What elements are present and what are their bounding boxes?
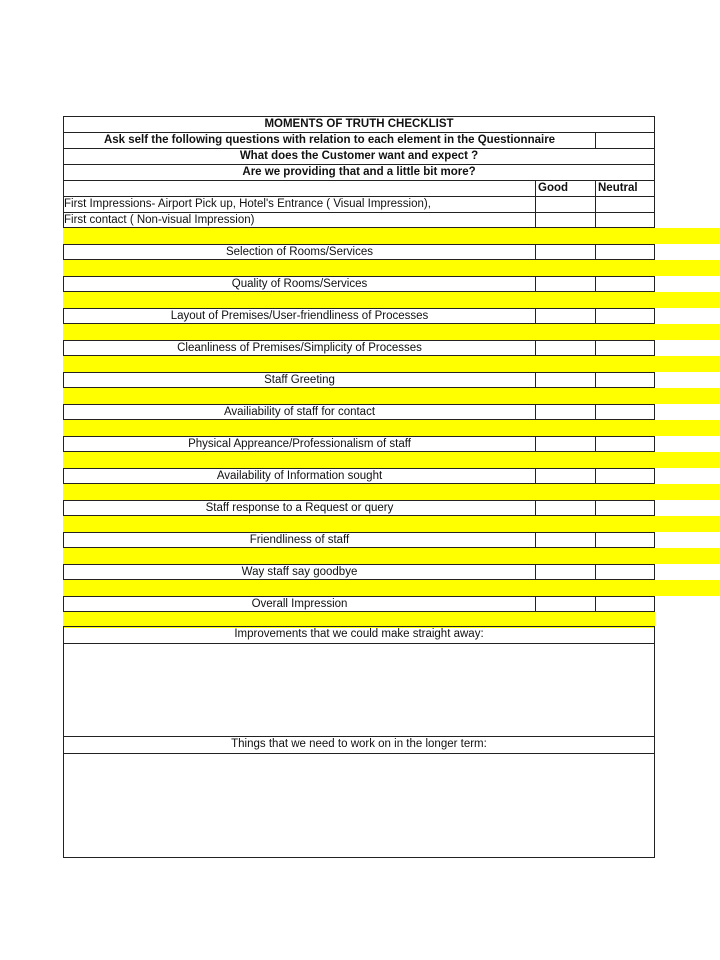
good-checkbox-cell[interactable] (536, 436, 596, 452)
good-checkbox-cell[interactable] (536, 276, 596, 292)
checklist-item-row (63, 276, 720, 292)
neutral-checkbox-cell[interactable] (596, 340, 655, 356)
improvements-box[interactable] (63, 626, 655, 858)
good-checkbox-cell[interactable] (536, 372, 596, 388)
checklist-item-row (63, 564, 720, 580)
checklist-item-row (63, 468, 720, 484)
highlight-separator (63, 324, 720, 340)
checklist-item-label: Physical Appreance/Professionalism of staff (63, 436, 536, 452)
neutral-checkbox-cell[interactable] (596, 308, 655, 324)
highlight-separator (63, 484, 720, 500)
checklist-item-label: Quality of Rooms/Services (63, 276, 536, 292)
good-checkbox-cell[interactable] (536, 404, 596, 420)
checklist-item-row (63, 596, 720, 612)
good-checkbox-cell[interactable] (536, 196, 596, 212)
column-header-row (63, 180, 720, 196)
highlight-separator (63, 228, 720, 244)
checklist-item-row (63, 436, 720, 452)
first-impressions-label: First Impressions- Airport Pick up, Hotel's Entrance ( Visual Impression), (63, 196, 536, 212)
checklist-item-row (63, 500, 720, 516)
checklist-item-row (63, 532, 720, 548)
checklist-item-label: Availability of Information sought (63, 468, 536, 484)
instruction-blank-cell (596, 132, 655, 148)
checklist-item-label: Selection of Rooms/Services (63, 244, 536, 260)
checklist-item-label: Layout of Premises/User-friendliness of Processes (63, 308, 536, 324)
highlight-separator (63, 388, 720, 404)
good-checkbox-cell[interactable] (536, 532, 596, 548)
instruction-line-2: What does the Customer want and expect ? (63, 148, 655, 164)
highlight-separator (63, 292, 720, 308)
improvements-area[interactable] (64, 644, 654, 736)
highlight-separator (63, 548, 720, 564)
checklist-item-row (63, 308, 720, 324)
checklist-item-row (63, 340, 720, 356)
instruction-row-3 (63, 164, 720, 180)
neutral-checkbox-cell[interactable] (596, 244, 655, 260)
instruction-row-1 (63, 132, 720, 148)
neutral-checkbox-cell[interactable] (596, 564, 655, 580)
neutral-checkbox-cell[interactable] (596, 196, 655, 212)
checklist-item-row (63, 372, 720, 388)
good-checkbox-cell[interactable] (536, 244, 596, 260)
neutral-checkbox-cell[interactable] (596, 500, 655, 516)
checklist-item-label: Overall Impression (63, 596, 536, 612)
highlight-separator (63, 516, 720, 532)
title-row (63, 116, 720, 132)
column-good: Good (536, 180, 596, 196)
checklist-item-label: Friendliness of staff (63, 532, 536, 548)
good-checkbox-cell[interactable] (536, 308, 596, 324)
checklist-item-label: Cleanliness of Premises/Simplicity of Processes (63, 340, 536, 356)
highlight-separator (63, 356, 720, 372)
checklist-item-row (63, 244, 720, 260)
good-checkbox-cell[interactable] (536, 596, 596, 612)
highlight-separator (63, 580, 720, 596)
neutral-checkbox-cell[interactable] (596, 436, 655, 452)
improvements-label: Improvements that we could make straight away: (64, 627, 654, 644)
instruction-line-3: Are we providing that and a little bit more? (63, 164, 655, 180)
instruction-line-1: Ask self the following questions with relation to each element in the Questionnaire (63, 132, 596, 148)
neutral-checkbox-cell[interactable] (596, 372, 655, 388)
header-blank-cell (63, 180, 536, 196)
neutral-checkbox-cell[interactable] (596, 532, 655, 548)
highlight-separator (63, 420, 720, 436)
checklist-title: MOMENTS OF TRUTH CHECKLIST (63, 116, 655, 132)
neutral-checkbox-cell[interactable] (596, 212, 655, 228)
good-checkbox-cell[interactable] (536, 340, 596, 356)
good-checkbox-cell[interactable] (536, 468, 596, 484)
neutral-checkbox-cell[interactable] (596, 404, 655, 420)
good-checkbox-cell[interactable] (536, 500, 596, 516)
highlight-separator (63, 452, 720, 468)
checklist-item-label: Availiability of staff for contact (63, 404, 536, 420)
neutral-checkbox-cell[interactable] (596, 276, 655, 292)
column-neutral: Neutral (596, 180, 655, 196)
checklist-item-label: Way staff say goodbye (63, 564, 536, 580)
instruction-row-2 (63, 148, 720, 164)
checklist-item-label: Staff response to a Request or query (63, 500, 536, 516)
checklist-item-label: Staff Greeting (63, 372, 536, 388)
first-contact-label: First contact ( Non-visual Impression) (63, 212, 536, 228)
neutral-checkbox-cell[interactable] (596, 468, 655, 484)
good-checkbox-cell[interactable] (536, 212, 596, 228)
first-impressions-row (63, 196, 720, 212)
checklist-item-row (63, 404, 720, 420)
long-term-label: Things that we need to work on in the longer term: (64, 736, 654, 754)
highlight-separator (63, 260, 720, 276)
first-contact-row (63, 212, 720, 228)
good-checkbox-cell[interactable] (536, 564, 596, 580)
neutral-checkbox-cell[interactable] (596, 596, 655, 612)
checklist-sheet (63, 116, 720, 628)
